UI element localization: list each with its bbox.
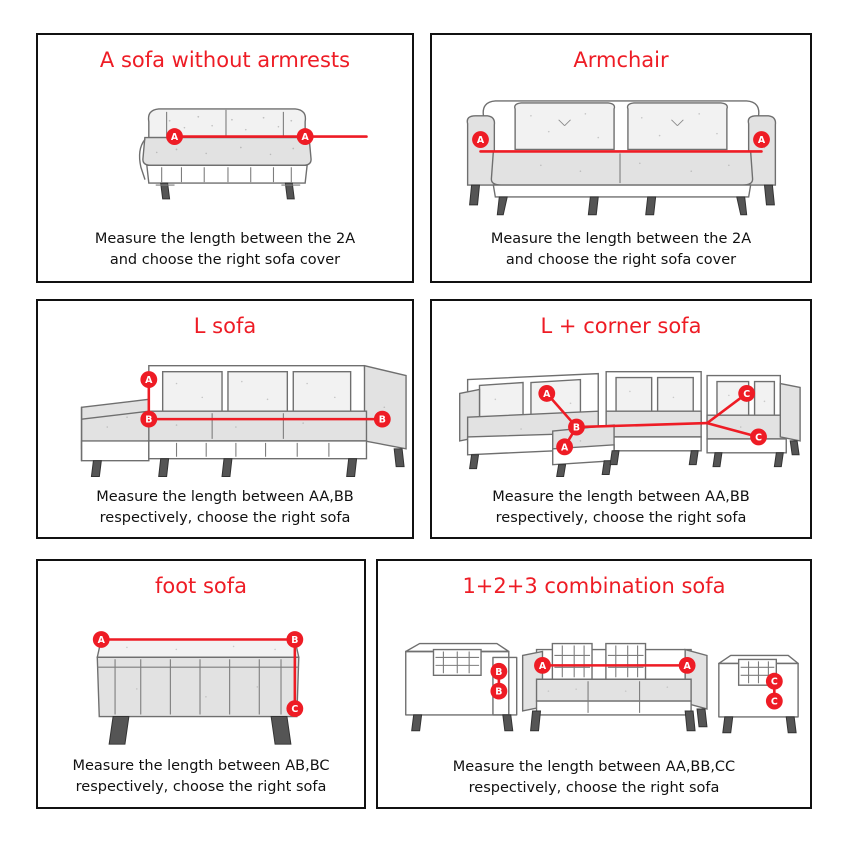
marker-c-bottom: C xyxy=(770,696,778,708)
panel-foot-sofa xyxy=(36,559,366,809)
caption-line-1: Measure the length between AA,BB xyxy=(492,488,750,505)
marker-a-left: A xyxy=(170,132,179,144)
panel-title: Armchair xyxy=(573,48,669,72)
panel-combination-sofa xyxy=(376,559,812,809)
l-sofa-illustration xyxy=(38,338,412,486)
marker-b-left: B xyxy=(145,414,153,426)
panel-caption xyxy=(432,229,810,281)
marker-a-left: A xyxy=(538,660,547,672)
caption-line-2: and choose the right sofa cover xyxy=(109,251,341,268)
panel-caption xyxy=(38,229,412,281)
marker-a-bottom: A xyxy=(560,442,569,454)
caption-line-1: Measure the length between AB,BC xyxy=(72,758,330,775)
panel-title: L + corner sofa xyxy=(540,314,702,338)
sofa-without-armrests-illustration xyxy=(38,72,412,229)
panel-l-corner-sofa xyxy=(430,299,812,539)
panel-sofa-without-armrests xyxy=(36,33,414,283)
caption-line-2: respectively, choose the right sofa xyxy=(468,779,720,796)
marker-a: A xyxy=(97,635,105,647)
marker-a: A xyxy=(145,375,153,387)
marker-a-right: A xyxy=(301,132,309,144)
caption-line-1: Measure the length between AA,BB,CC xyxy=(452,758,736,775)
marker-b: B xyxy=(291,635,299,647)
marker-c-bottom: C xyxy=(755,432,762,444)
panel-caption xyxy=(378,757,810,809)
caption-line-2: respectively, choose the right sofa xyxy=(75,779,327,796)
combination-sofa-illustration xyxy=(378,598,810,757)
panel-title: L sofa xyxy=(193,314,257,338)
panel-armchair xyxy=(430,33,812,283)
marker-a-right: A xyxy=(757,135,766,147)
marker-c-top: C xyxy=(770,676,778,688)
caption-line-2: respectively, choose the right sofa xyxy=(495,509,747,526)
panel-l-sofa xyxy=(36,299,414,539)
panel-title: foot sofa xyxy=(154,574,248,598)
foot-sofa-illustration xyxy=(38,598,364,756)
panel-caption xyxy=(38,487,412,539)
panel-caption xyxy=(432,487,810,539)
marker-c: C xyxy=(291,704,299,716)
caption-line-2: and choose the right sofa cover xyxy=(505,251,737,268)
panel-caption xyxy=(38,756,364,808)
marker-a-left: A xyxy=(543,388,551,400)
marker-c-top: C xyxy=(743,388,751,400)
marker-b-top: B xyxy=(495,666,503,678)
l-corner-sofa-illustration xyxy=(432,338,810,486)
caption-line-1: Measure the length between the 2A xyxy=(94,230,356,247)
panel-title: 1+2+3 combination sofa xyxy=(462,574,726,598)
marker-a-right: A xyxy=(683,660,691,672)
caption-line-1: Measure the length between the 2A xyxy=(490,230,752,247)
marker-b-bottom: B xyxy=(495,686,503,698)
caption-line-1: Measure the length between AA,BB xyxy=(96,488,354,505)
marker-a-left: A xyxy=(476,135,485,147)
marker-b: B xyxy=(572,422,581,434)
caption-line-2: respectively, choose the right sofa xyxy=(99,509,351,526)
armchair-illustration xyxy=(432,72,810,229)
panel-title: A sofa without armrests xyxy=(99,48,351,72)
marker-b-right: B xyxy=(378,414,386,426)
